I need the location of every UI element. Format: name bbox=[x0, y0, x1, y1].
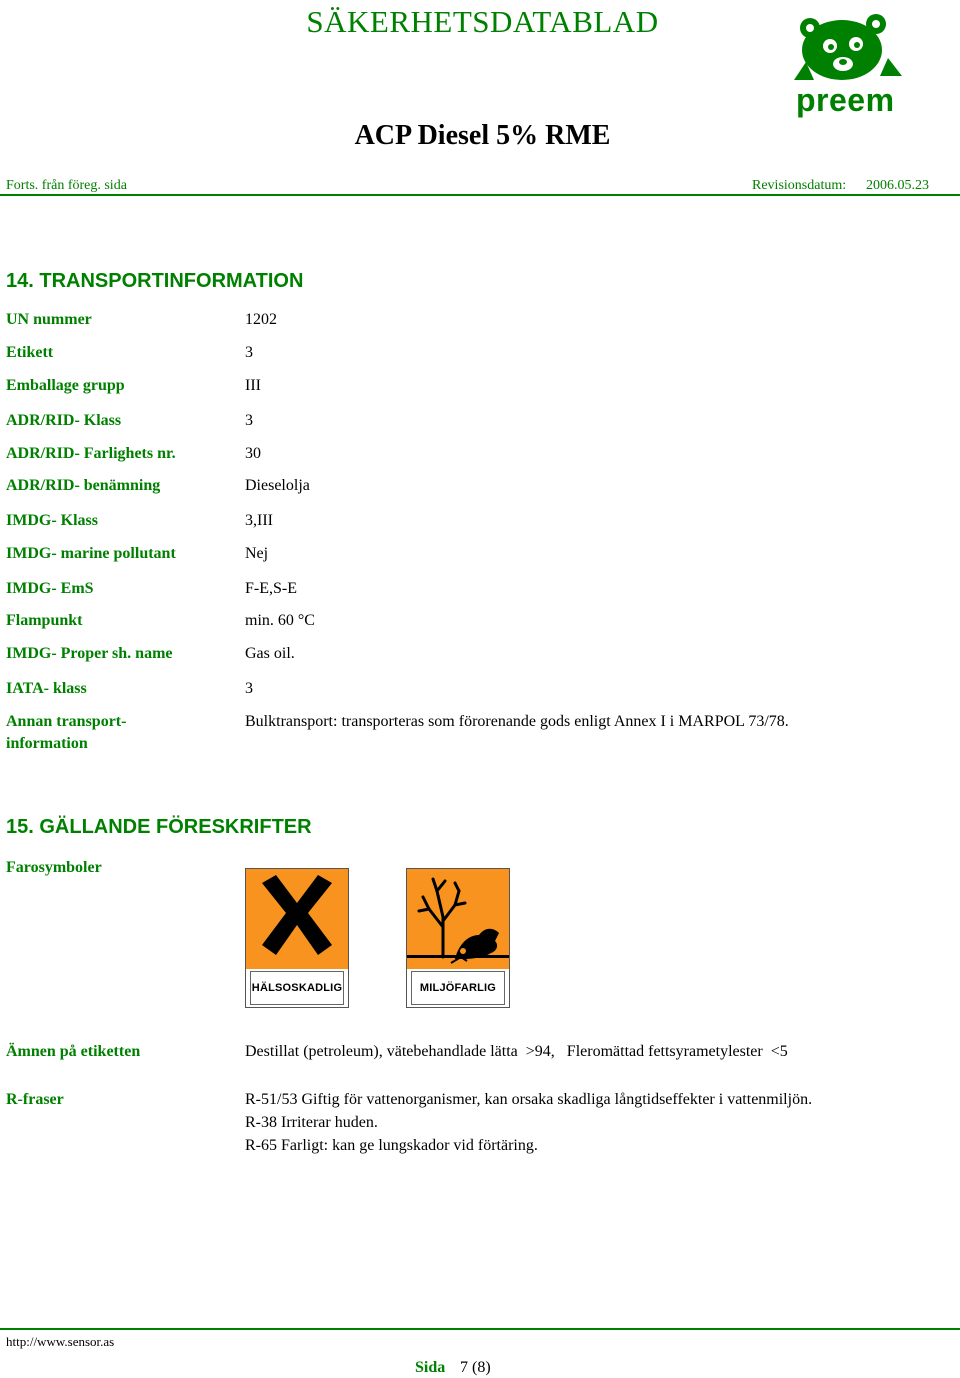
row-value: 3 bbox=[245, 680, 253, 697]
row-label: ADR/RID- Klass bbox=[6, 412, 122, 429]
r-phrase: R-51/53 Giftig för vattenorganismer, kan orsaka skadliga långtidseffekter i vattenmiljön. bbox=[245, 1091, 813, 1108]
row-label: Annan transport- information bbox=[6, 713, 127, 752]
row-value: 3 bbox=[245, 412, 253, 429]
footer-divider bbox=[0, 1328, 960, 1330]
substances-value: Destillat (petroleum), vätebehandlade lätta >94, Fleromättad fettsyrametylester <5 bbox=[245, 1043, 788, 1060]
hazard-symbols-label: Farosymboler bbox=[6, 859, 102, 876]
row-label: IMDG- EmS bbox=[6, 580, 94, 597]
row-label: UN nummer bbox=[6, 311, 92, 328]
section-14-heading: 14. TRANSPORTINFORMATION bbox=[6, 270, 304, 292]
document-title: SÄKERHETSDATABLAD bbox=[306, 4, 659, 39]
page-label: Sida bbox=[415, 1359, 446, 1376]
preem-logo bbox=[784, 10, 910, 118]
row-label: Emballage grupp bbox=[6, 377, 125, 394]
section-15-heading: 15. GÄLLANDE FÖRESKRIFTER bbox=[6, 816, 312, 838]
continued-note: Forts. från föreg. sida bbox=[6, 178, 127, 193]
r-phrases-label: R-fraser bbox=[6, 1091, 64, 1108]
row-label: IMDG- marine pollutant bbox=[6, 545, 176, 562]
harmful-x-icon bbox=[246, 869, 348, 969]
row-label: IMDG- Klass bbox=[6, 512, 98, 529]
product-name: ACP Diesel 5% RME bbox=[354, 120, 611, 151]
header-divider bbox=[0, 194, 960, 196]
revision-label: Revisionsdatum: bbox=[752, 178, 847, 193]
row-value: Bulktransport: transporteras som förorenande gods enligt Annex I i MARPOL 73/78. bbox=[245, 713, 789, 730]
row-value: Dieselolja bbox=[245, 477, 310, 494]
row-value: 3,III bbox=[245, 512, 273, 529]
page-number: 7 (8) bbox=[460, 1359, 491, 1376]
environment-hazard-icon bbox=[407, 869, 509, 969]
row-label: IATA- klass bbox=[6, 680, 87, 697]
row-value: 30 bbox=[245, 445, 261, 462]
symbol-caption: HÄLSOSKADLIG bbox=[250, 971, 344, 1005]
row-value: III bbox=[245, 377, 261, 394]
row-value: Nej bbox=[245, 545, 269, 562]
row-value: F-E,S-E bbox=[245, 580, 297, 597]
footer-url[interactable]: http://www.sensor.as bbox=[6, 1334, 115, 1349]
row-value: Gas oil. bbox=[245, 645, 295, 662]
row-label: ADR/RID- benämning bbox=[6, 477, 161, 494]
r-phrase: R-38 Irriterar huden. bbox=[245, 1114, 378, 1131]
row-label: ADR/RID- Farlighets nr. bbox=[6, 445, 176, 462]
substances-label: Ämnen på etiketten bbox=[6, 1043, 141, 1060]
revision-date: 2006.05.23 bbox=[866, 178, 929, 193]
logo-wordmark: preem bbox=[796, 82, 895, 118]
symbol-caption: MILJÖFARLIG bbox=[411, 971, 505, 1005]
row-label: IMDG- Proper sh. name bbox=[6, 645, 173, 662]
hazard-symbol-environment bbox=[406, 868, 510, 1008]
hazard-symbol-harmful bbox=[245, 868, 349, 1008]
row-value: min. 60 °C bbox=[245, 612, 315, 629]
row-value: 1202 bbox=[245, 311, 277, 328]
row-value: 3 bbox=[245, 344, 253, 361]
r-phrase: R-65 Farligt: kan ge lungskador vid förtäring. bbox=[245, 1137, 538, 1154]
row-label: Etikett bbox=[6, 344, 54, 361]
row-label: Flampunkt bbox=[6, 612, 83, 629]
